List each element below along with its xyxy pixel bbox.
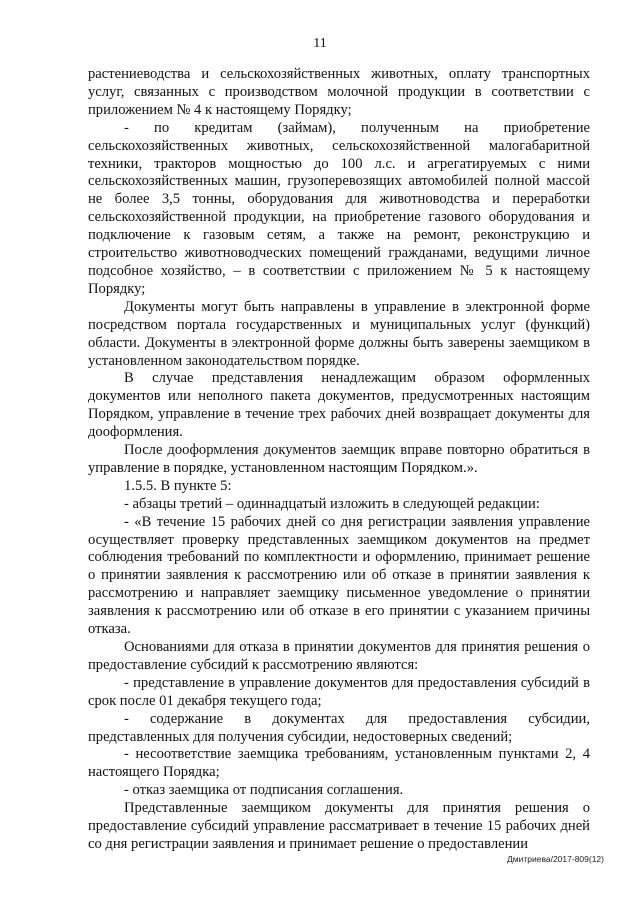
paragraph: После дооформления документов заемщик вправе повторно обратиться в управление в порядке, установленном настоящим Порядком.».	[88, 442, 590, 476]
paragraph: растениеводства и сельскохозяйственных животных, оплату транспортных услуг, связанных с производством молочной продукции в соответствии с приложением № 4 к настоящему Порядку;	[88, 66, 590, 118]
paragraph: - содержание в документах для предоставления субсидии, представленных для получения субсидии, недостоверных сведений;	[88, 710, 590, 745]
paragraph: - представление в управление документов для предоставления субсидий в срок после 01 декабря текущего года;	[88, 674, 590, 709]
document-body	[88, 66, 590, 854]
paragraph: Представленные заемщиком документы для принятия решения о предоставление субсидий управление рассматривает в течение 15 рабочих дней со дня регистрации заявления и принимает решение о предоставлении	[88, 800, 590, 852]
paragraph: - абзацы третий – одиннадцатый изложить в следующей редакции:	[124, 495, 540, 512]
paragraph: - отказ заемщика от подписания соглашения.	[124, 782, 404, 799]
footer-reference: Дмитриева/2017-809(12)	[507, 854, 604, 864]
paragraph: Основаниями для отказа в принятии документов для принятия решения о предоставление субсидий к рассмотрению являются:	[88, 639, 590, 673]
paragraph: Документы могут быть направлены в управление в электронной форме посредством портала государственных и муниципальных услуг (функций) области. Документы в электронной форме должны быть заверены заемщиком в установленном законодательством порядке.	[88, 298, 590, 369]
paragraph: 1.5.5. В пункте 5:	[124, 477, 232, 494]
page-number: 11	[313, 36, 327, 51]
paragraph: - по кредитам (займам), полученным на приобретение сельскохозяйственных животных, сельскохозяйственной малогабаритной техники, тракторов мощностью до 100 л.с. и агрегатируемых с ними сельскохозяйственных машин, грузоперевозящих автомобилей полной массой не более 3,5 тонны, оборудования для животноводства и переработки сельскохозяйственной продукции, на приобретение газового оборудования и подключение к газовым сетям, а также на ремонт, реконструкцию и строительство животноводческих помещений гражданами, ведущими личное подсобное хозяйство, – в соответствии с приложением № 5 к настоящему Порядку;	[88, 119, 590, 297]
paragraph: В случае представления ненадлежащим образом оформленных документов или неполного пакета документов, предусмотренных настоящим Порядком, управление в течение трех рабочих дней возвращает документы для дооформления.	[88, 370, 590, 441]
paragraph: - «В течение 15 рабочих дней со дня регистрации заявления управление осуществляет проверку представленных заемщиком документов на предмет соблюдения требований по комплектности и оформлению, принимает решение о принятии заявления к рассмотрению или об отказе в принятии заявления к рассмотрению и направляет заемщику письменное уведомление о принятии заявления к рассмотрению или об отказе в его принятии с указанием причины отказа.	[88, 513, 590, 638]
paragraph: - несоответствие заемщика требованиям, установленным пунктами 2, 4 настоящего Порядка;	[88, 746, 590, 781]
